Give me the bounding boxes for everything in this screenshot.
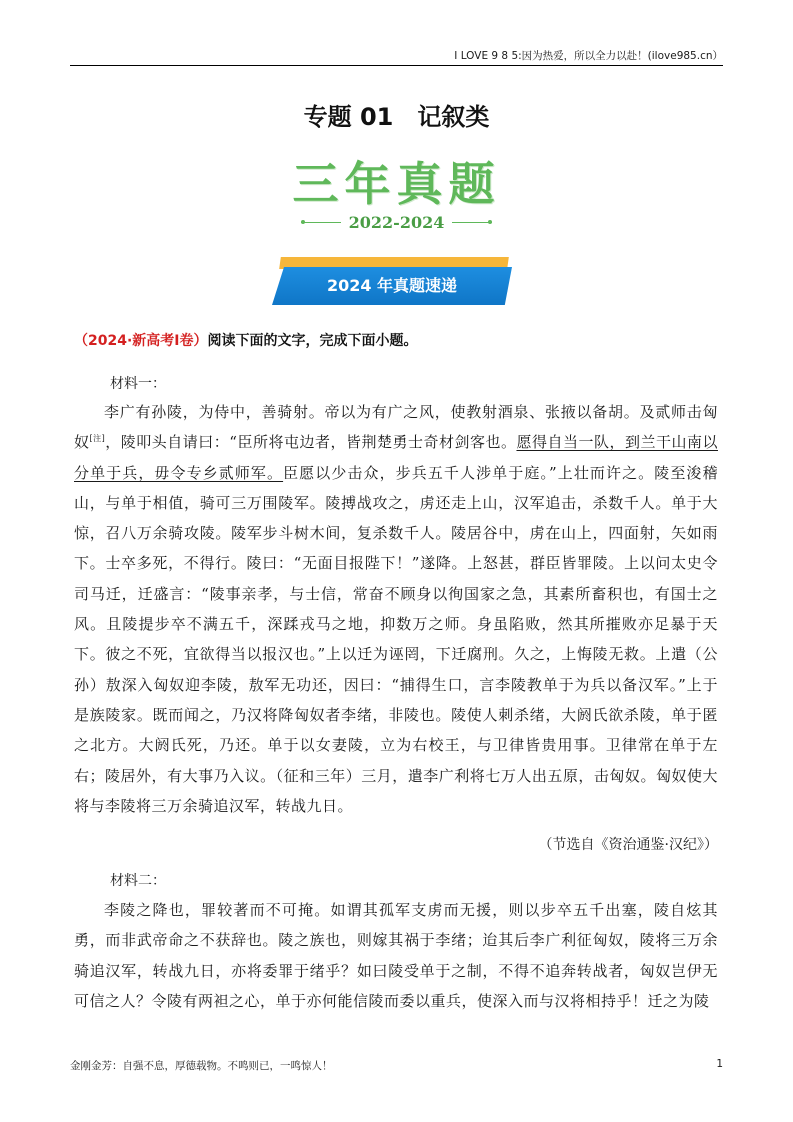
years-text: 2022-2024 bbox=[348, 212, 445, 232]
question-source: （2024·新高考Ⅰ卷） bbox=[74, 333, 208, 349]
material1-part-a: 李广有孙陵，为侍中，善骑射。帝以为有广之风，使教射酒泉、张掖以备胡。及贰师击匈奴 bbox=[74, 403, 718, 452]
material1-label: 材料一： bbox=[110, 376, 166, 392]
material1-part-c: 臣愿以少击众，步兵五千人涉单于庭。”上壮而许之。陵至浚稽山，与单于相值，骑可三万围陵军。陵搏战攻之，虏还走上山，汉军追击，杀数千人。单于大惊，召八万余骑攻陵。陵军步斗树木间，复杀数千人。陵居谷中，虏在山上，四面射，矢如雨下。士卒多死，不得行。陵曰：“无面目报陛下！”遂降。上怒甚，群臣皆罪陵。上以问太史令司马迁，迁盛言：“陵事亲孝，与士信，常奋不顾身以徇国家之急，其素所畜积也，有国士之风。且陵提步卒不满五千，深蹂戎马之地，抑数万之师。身虽陷败，然其所摧败亦足暴于天下。彼之不死，宜欲得当以报汉也。”上以迁为诬罔，下迁腐刑。久之，上悔陵无救。上遣（公孙）敖深入匈奴迎李陵，敖军无功还，因曰：“捕得生口，言李陵教单于为兵以备汉军。”上于是族陵家。既而闻之，乃汉将降匈奴者李绪，非陵也。陵使人刺杀绪，大阏氏欲杀陵，单于匿之北方。大阏氏死，乃还。单于以女妻陵，立为右校王，与卫律皆贵用事。卫律常在单于左右；陵居外，有大事乃入议。（征和三年）三月，遣李广利将七万人出五原，击匈奴。匈奴使大将与李陵将三万余骑追汉军，转战九日。 bbox=[74, 463, 718, 815]
page-header bbox=[70, 47, 723, 66]
source1: （节选自《资治通鉴·汉纪》） bbox=[538, 837, 718, 853]
question-prompt: 阅读下面的文字，完成下面小题。 bbox=[207, 333, 418, 349]
years-line bbox=[0, 211, 793, 233]
material1-text bbox=[74, 397, 718, 821]
big-title: 三年真题 bbox=[292, 157, 501, 211]
material2-label: 材料二： bbox=[110, 873, 166, 889]
banner-text: 2024 年真题速递 bbox=[326, 276, 458, 295]
left-rule bbox=[301, 222, 341, 223]
right-rule bbox=[452, 222, 492, 223]
footer-motto: 金刚金芳：自强不息，厚德载物。不鸣则已，一鸣惊人！ bbox=[70, 1060, 333, 1072]
header-text: I LOVE 9 8 5:因为热爱，所以全力以赴！(ilove985.cn） bbox=[454, 50, 723, 62]
page-footer bbox=[70, 1058, 723, 1073]
question-heading bbox=[74, 330, 418, 350]
material1-part-b: ，陵叩头自请曰：“臣所将屯边者，皆荆楚勇士奇材剑客也。 bbox=[105, 433, 517, 452]
material2-text: 李陵之降也，罪较著而不可掩。如谓其孤军支虏而无援，则以步卒五千出塞，陵自炫其勇，而非武帝命之不获辞也。陵之族也，则嫁其祸于李绪；迨其后李广利征匈奴，陵将三万余骑追汉军，转战九日，亦将委罪于绪乎？如曰陵受单于之制，不得不追奔转战者，匈奴岂伊无可信之人？令陵有两袒之心，单于亦何能信陵而委以重兵，使深入而与汉将相持乎！迁之为陵 bbox=[74, 901, 718, 1010]
page-number: 1 bbox=[716, 1058, 723, 1070]
page-title: 专题 01 记叙类 bbox=[303, 103, 490, 131]
section-banner bbox=[272, 257, 512, 307]
note-marker: [注] bbox=[89, 434, 106, 444]
material1-underlined: 愿得自当一队，到兰干山南以分单于兵，毋令专乡贰师军。 bbox=[74, 433, 718, 482]
